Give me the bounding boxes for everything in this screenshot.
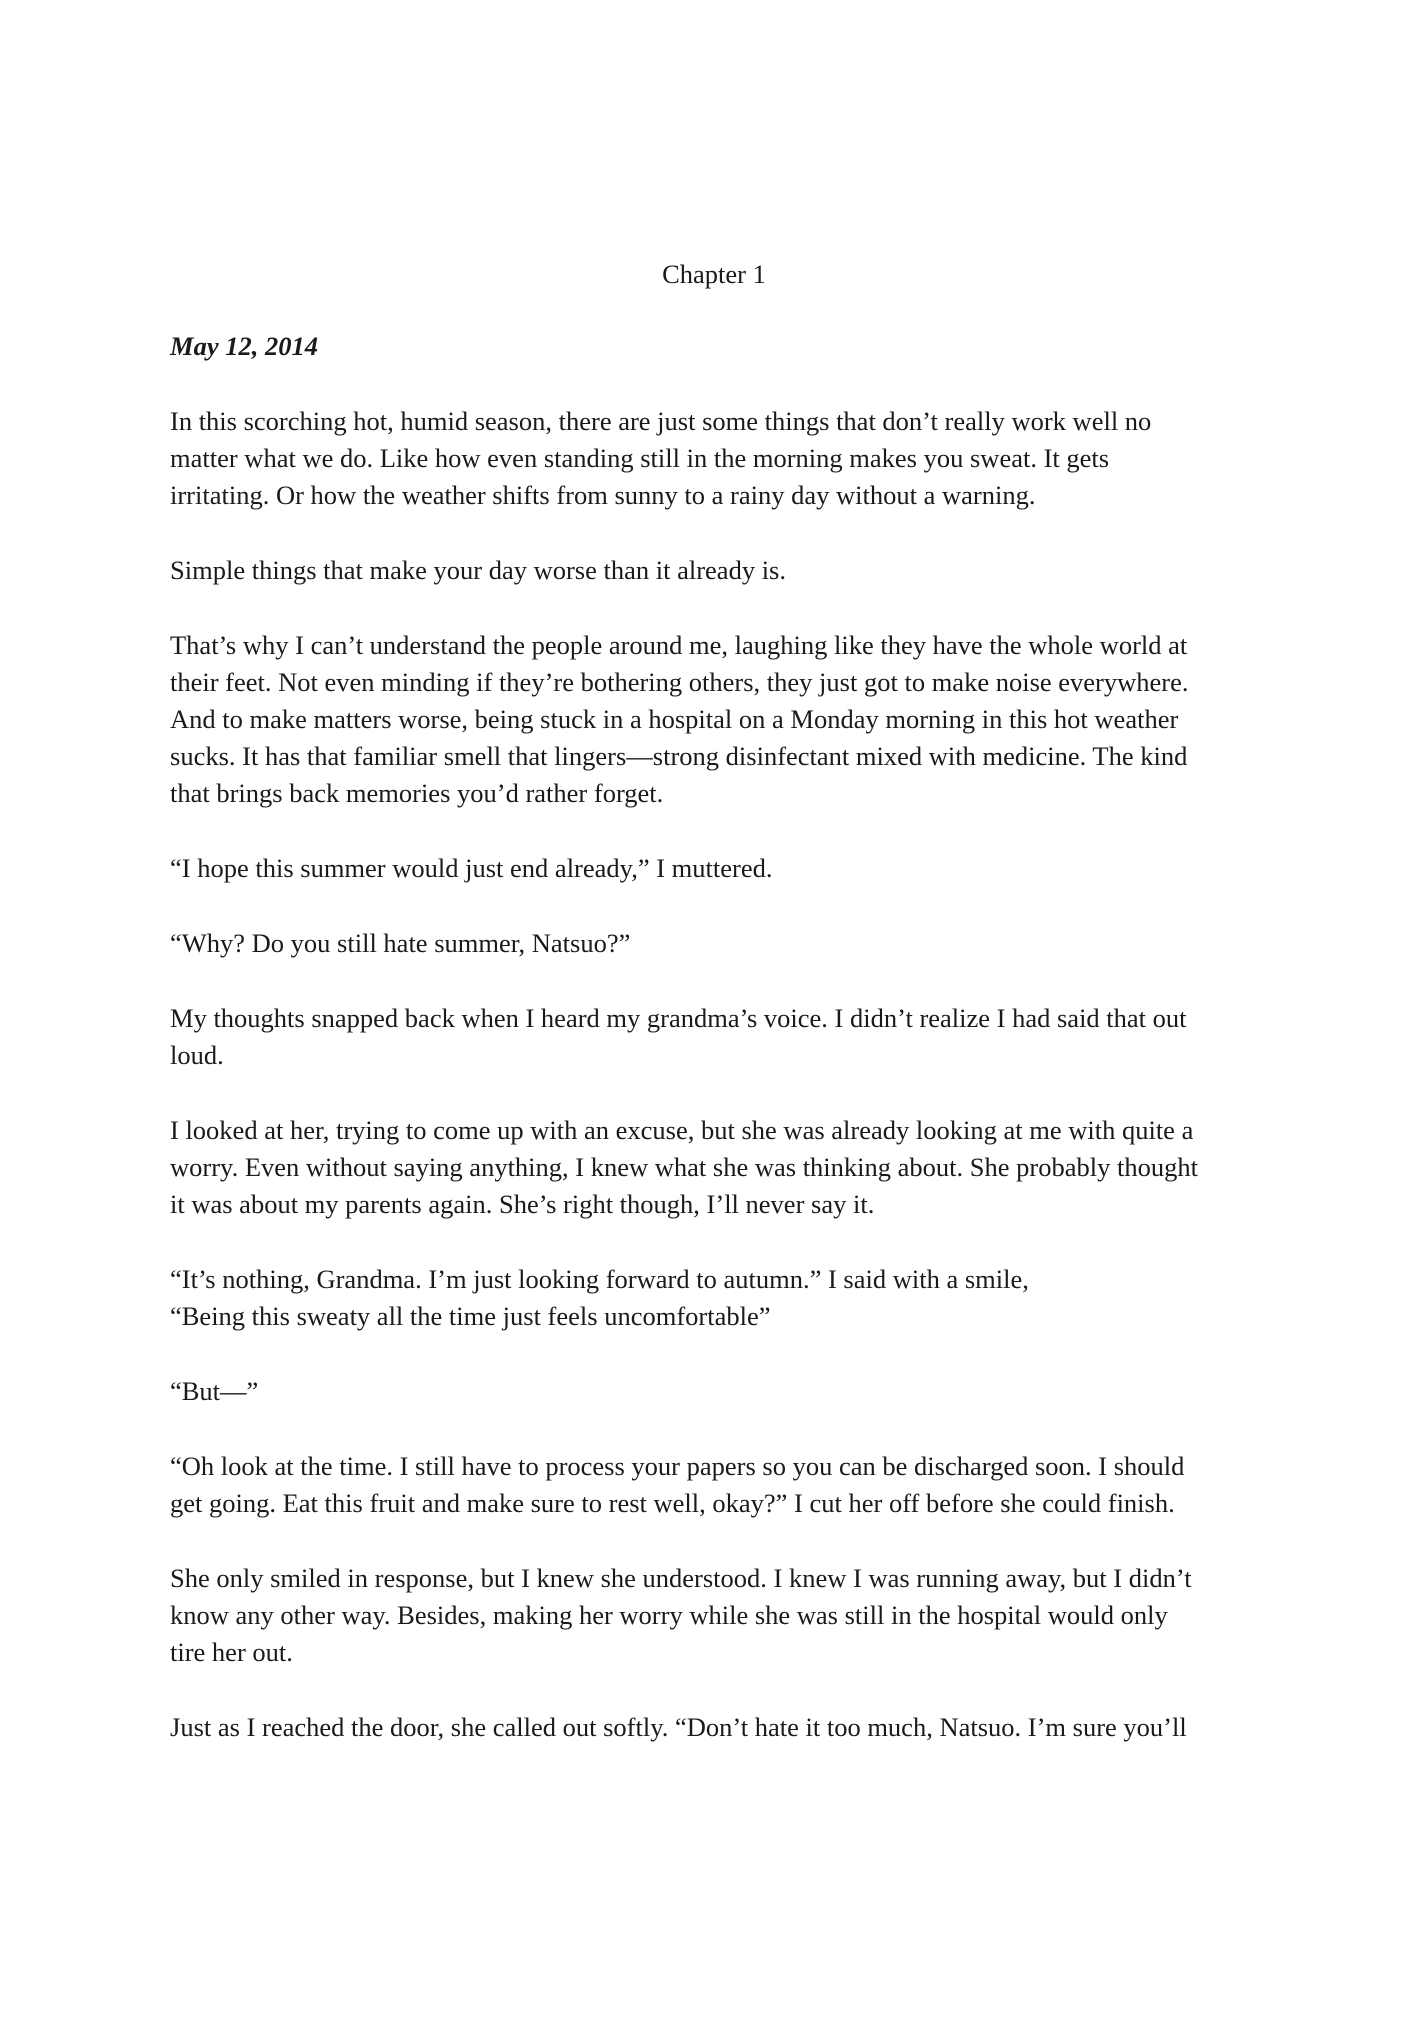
paragraph-line: My thoughts snapped back when I heard my grandma’s voice. I didn’t realize I had said that out [170,1003,1187,1033]
paragraph-line: Just as I reached the door, she called out softly. “Don’t hate it too much, Natsuo. I’m sure you’ll [170,1712,1187,1742]
paragraph-line: And to make matters worse, being stuck in a hospital on a Monday morning in this hot weather [170,704,1179,734]
paragraph-line: I looked at her, trying to come up with an excuse, but she was already looking at me with quite a [170,1115,1194,1145]
paragraph-line: That’s why I can’t understand the people around me, laughing like they have the whole world at [170,630,1188,660]
paragraph-9 [170,1373,1265,1410]
paragraph-line: “Being this sweaty all the time just feels uncomfortable” [170,1301,771,1331]
chapter-body [170,328,1265,1784]
paragraph-1 [170,403,1265,514]
chapter-date: May 12, 2014 [170,331,318,361]
paragraph-line: it was about my parents again. She’s right though, I’ll never say it. [170,1189,875,1219]
paragraph-7 [170,1112,1265,1223]
paragraph-10 [170,1448,1265,1522]
paragraph-6 [170,1000,1265,1074]
paragraph-line: Simple things that make your day worse than it already is. [170,555,786,585]
paragraph-3 [170,627,1265,812]
paragraph-line: “I hope this summer would just end already,” I muttered. [170,853,773,883]
paragraph-line: their feet. Not even minding if they’re bothering others, they just got to make noise everywhere. [170,667,1189,697]
paragraph-line: sucks. It has that familiar smell that lingers—strong disinfectant mixed with medicine. The kind [170,741,1188,771]
paragraph-line: “Oh look at the time. I still have to process your papers so you can be discharged soon. I should [170,1451,1185,1481]
paragraph-line: “It’s nothing, Grandma. I’m just looking forward to autumn.” I said with a smile, [170,1264,1029,1294]
paragraph-line: “Why? Do you still hate summer, Natsuo?” [170,928,631,958]
paragraph-line: get going. Eat this fruit and make sure to rest well, okay?” I cut her off before she could finish. [170,1488,1175,1518]
paragraph-line: She only smiled in response, but I knew she understood. I knew I was running away, but I didn’t [170,1563,1192,1593]
paragraph-line: tire her out. [170,1637,293,1667]
paragraph-line: that brings back memories you’d rather forget. [170,778,664,808]
paragraph-2 [170,552,1265,589]
paragraph-5 [170,925,1265,962]
paragraph-8 [170,1261,1265,1335]
paragraph-line: loud. [170,1040,224,1070]
paragraph-line: In this scorching hot, humid season, there are just some things that don’t really work well no [170,406,1152,436]
paragraph-line: irritating. Or how the weather shifts from sunny to a rainy day without a warning. [170,480,1036,510]
paragraph-4 [170,850,1265,887]
paragraph-line: “But—” [170,1376,259,1406]
paragraph-line: worry. Even without saying anything, I knew what she was thinking about. She probably thought [170,1152,1198,1182]
paragraph-line: matter what we do. Like how even standing still in the morning makes you sweat. It gets [170,443,1110,473]
chapter-title: Chapter 1 [662,259,766,289]
paragraph-line: know any other way. Besides, making her worry while she was still in the hospital would only [170,1600,1168,1630]
paragraph-11 [170,1560,1265,1671]
paragraph-12 [170,1709,1265,1746]
